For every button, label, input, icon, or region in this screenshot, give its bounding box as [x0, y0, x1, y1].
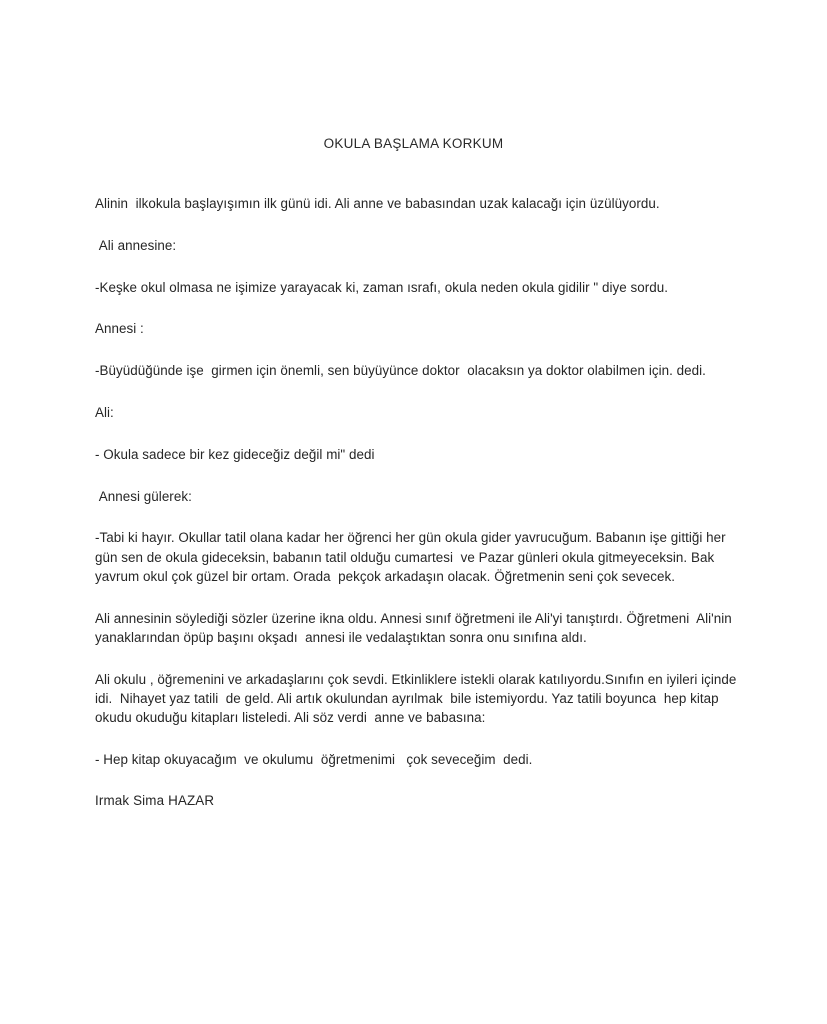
document-body	[95, 194, 740, 792]
paragraph: Alinin ilkokula başlayışımın ilk günü idi. Ali anne ve babasından uzak kalacağı için üzülüyordu.	[95, 196, 660, 211]
paragraph: Ali:	[95, 404, 114, 420]
page-title: OKULA BAŞLAMA KORKUM	[323, 136, 504, 151]
paragraph: - Hep kitap okuyacağım ve okulumu öğretmenimi çok seveceğim dedi.	[95, 752, 533, 768]
author-signature: Irmak Sima HAZAR	[95, 793, 215, 808]
paragraph: - Okula sadece bir kez gideceğiz değil mi" dedi	[95, 446, 375, 462]
paragraph: Annesi gülerek:	[95, 488, 192, 504]
paragraph: Ali okulu , öğremenini ve arkadaşlarını çok sevdi. Etkinliklere istekli olarak katılıyordu.Sınıfın en iyileri içinde idi. Nihayet yaz tatili de geld. Ali artık okulundan ayrılmak bile istemiyordu. Yaz tatili boyunca hep kitap okudu okuduğu kitapları listeledi. Ali söz verdi anne ve babasına:	[95, 671, 741, 726]
paragraph: -Keşke okul olmasa ne işimize yarayacak ki, zaman ısrafı, okula neden okula gidilir " diye sordu.	[95, 279, 669, 295]
paragraph: -Tabi ki hayır. Okullar tatil olana kadar her öğrenci her gün okula gider yavrucuğum. Babanın işe gittiği her gün sen de okula gideceksin, babanın tatil olduğu cumartesi ve Pazar günleri okula gitmeyeceksin. Bak yavrum okul çok güzel bir ortam. Orada pekçok arkadaşın olacak. Öğretmenin seni çok sevecek.	[95, 530, 730, 584]
paragraph: Annesi :	[95, 321, 144, 337]
paragraph: -Büyüdüğünde işe girmen için önemli, sen büyüyünce doktor olacaksın ya doktor olabilmen için. dedi.	[95, 363, 706, 379]
paragraph: Ali annesinin söylediği sözler üzerine ikna oldu. Annesi sınıf öğretmeni ile Ali'yi tanıştırdı. Öğretmeni Ali'nin yanaklarından öpüp başını okşadı annesi ile vedalaştıktan sonra onu sınıfına aldı.	[95, 610, 736, 646]
paragraph: Ali annesine:	[95, 237, 177, 253]
